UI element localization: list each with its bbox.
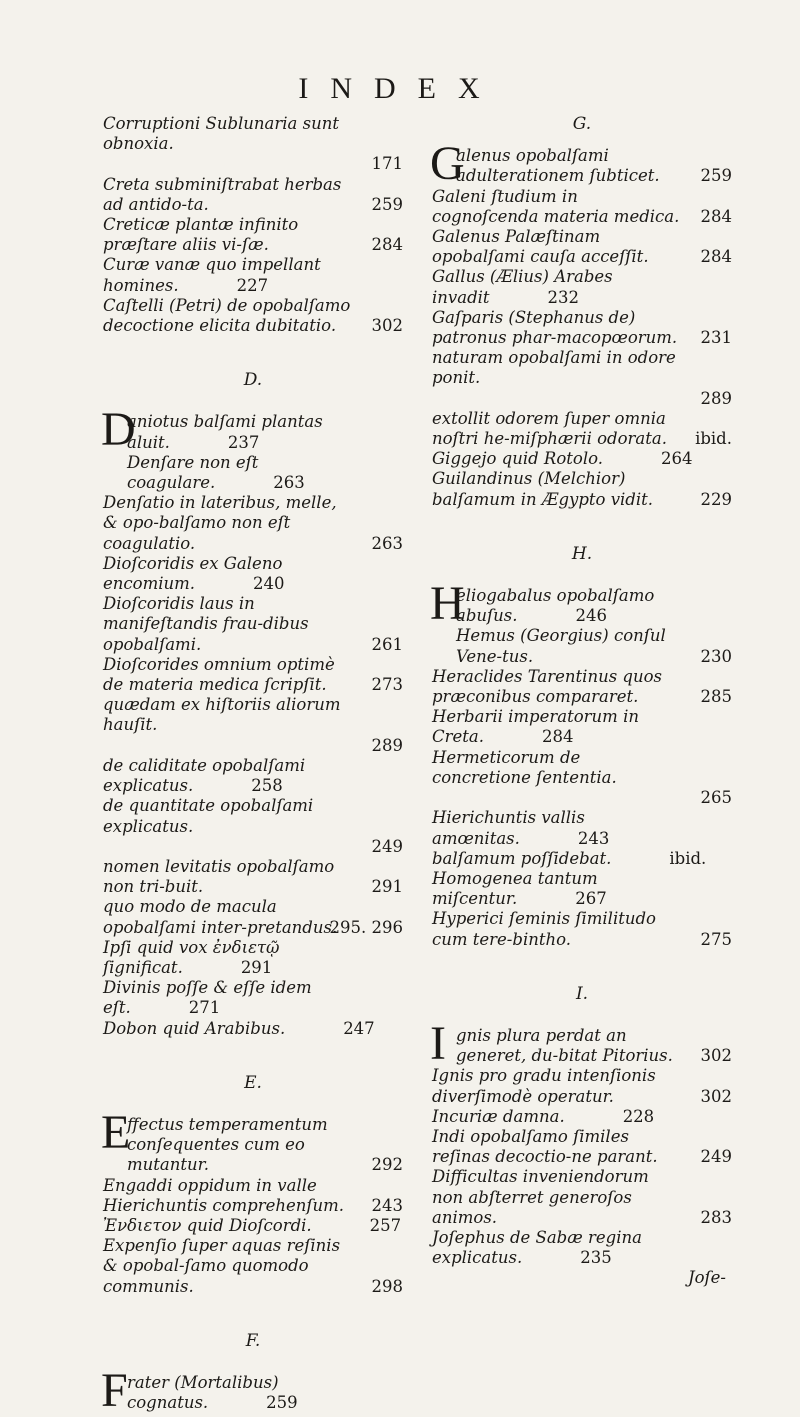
page-ref: 240 — [253, 574, 285, 594]
index-entry — [432, 667, 732, 707]
entry-text: Curæ vanæ quo impellant homines. — [103, 255, 321, 295]
section-d — [101, 403, 403, 1038]
index-entry — [103, 296, 403, 336]
page-ref: 289 — [700, 388, 732, 408]
index-entry — [103, 1216, 403, 1236]
entry-text: Hyperici ſeminis ſimilitudo cum tere-bintho. — [432, 909, 656, 949]
section-h — [430, 577, 732, 950]
page-ref: 257 — [369, 1215, 402, 1235]
index-entry — [103, 897, 403, 937]
index-entry — [432, 707, 732, 747]
entry-text: Indi opobalſamo ſimiles reſinas decoctio-ne parant. — [432, 1126, 658, 1167]
page-ref: 285 — [700, 687, 732, 707]
page-ref: 291 — [240, 957, 273, 977]
index-entry — [103, 938, 403, 978]
index-entry — [103, 175, 403, 215]
page-ref: 292 — [371, 1155, 403, 1175]
left-column — [101, 114, 403, 1417]
index-entry — [103, 453, 403, 493]
drop-cap: G — [430, 137, 465, 191]
entry-text: Gallus (Ælius) Arabes invadit — [432, 267, 613, 307]
page-ref: 259 — [371, 194, 403, 214]
page-ref: 273 — [371, 675, 403, 695]
entry-text: Dioſcoridis laus in manifeſtandis frau-dibus opobalſami. — [103, 594, 309, 654]
entry-text: Engaddi oppidum in valle Hierichuntis comprehenſum. — [103, 1175, 345, 1215]
page-ref: 243 — [371, 1195, 403, 1215]
index-entry — [432, 449, 732, 469]
entry-text: Hemus (Georgius) conſul Vene-tus. — [456, 626, 666, 666]
entry-text: de quantitate opobalſami explicatus. — [103, 796, 314, 836]
page-ref: 243 — [577, 828, 610, 848]
page-ref: 235 — [580, 1248, 612, 1268]
page-ref: 261 — [371, 634, 403, 654]
page-ref: 263 — [273, 473, 305, 493]
section-g — [430, 137, 732, 510]
page-ref: 259 — [266, 1393, 298, 1413]
index-entry — [432, 348, 732, 409]
index-entry — [432, 469, 732, 509]
entry-text: balſamum poſſidebat. — [432, 848, 612, 868]
entry-text: Dioſcorides omnium optimè de materia medica ſcripſit. — [103, 654, 335, 695]
index-entry — [101, 403, 403, 457]
page-ref: 267 — [575, 889, 607, 909]
index-entry — [103, 857, 403, 897]
section-heading-d: D. — [243, 370, 263, 391]
entry-text: quædam ex hiſtoriis aliorum hauſit. — [103, 695, 341, 735]
page-ref: 227 — [236, 275, 269, 295]
index-entry — [432, 1127, 732, 1167]
section-i — [430, 1016, 732, 1268]
drop-cap: E — [101, 1105, 131, 1159]
entry-text: nomen levitatis opobalſamo non tri-buit. — [103, 856, 335, 897]
entry-text: naturam opobalſami in odore ponit. — [432, 348, 676, 388]
drop-cap: D — [101, 403, 136, 457]
page-ref: 249 — [700, 1147, 732, 1167]
entry-text: Denſatio in lateribus, melle, & opo-balſamo non eſt coagulatio. — [103, 493, 337, 553]
page-ref: 246 — [575, 606, 607, 626]
entry-text: Hierichuntis vallis amœnitas. — [432, 808, 585, 848]
section-heading-e: E. — [244, 1072, 262, 1093]
page-ref: 283 — [700, 1207, 732, 1227]
index-entry — [430, 1016, 732, 1070]
entry-text: Guilandinus (Melchior) balſamum in Ægypto vidit. — [432, 469, 654, 509]
drop-cap: F — [101, 1363, 128, 1417]
index-entry — [103, 594, 403, 655]
entry-text: Galeni ſtudium in cognoſcenda materia medica. — [432, 186, 680, 226]
entry-text: Hermeticorum de concretione ſententia. — [432, 747, 617, 787]
entry-text: aniotus balſami plantas aluit. — [127, 412, 323, 452]
page-ref: 229 — [700, 489, 732, 509]
entry-text: Corruptioni Sublunaria sunt obnoxia. — [103, 114, 339, 154]
page-ref: 230 — [700, 646, 732, 666]
entry-text: eliogabalus opobalſamo abuſus. — [456, 586, 655, 626]
page-ref: 295. 296 — [329, 917, 403, 937]
entry-text: Giggejo quid Rotolo. — [432, 449, 604, 469]
page-header: INDEX — [298, 72, 502, 105]
right-column — [432, 114, 732, 1289]
index-entry — [103, 493, 403, 554]
entry-text: Divinis poſſe & eſſe idem eſt. — [103, 978, 312, 1018]
section-heading-g: G. — [572, 114, 592, 134]
entry-text: gnis plura perdat an generet, du-bitat Pitorius. — [456, 1025, 673, 1066]
page-ref: 258 — [251, 776, 283, 796]
index-entry — [432, 227, 732, 267]
catchword: Joſe- — [688, 1268, 726, 1288]
index-entry — [432, 409, 732, 449]
index-entry — [432, 308, 732, 348]
entry-text: Herbarii imperatorum in Creta. — [432, 707, 639, 747]
page-ref: 232 — [547, 287, 580, 307]
entry-text: Dobon quid Arabibus. — [103, 1018, 286, 1038]
page-ref: 284 — [700, 247, 732, 267]
index-entry — [101, 1363, 403, 1417]
page-ref: 265 — [700, 788, 732, 808]
index-entry — [103, 695, 403, 756]
index-entry — [103, 1176, 403, 1216]
page-ref: 284 — [542, 727, 574, 747]
index-entry — [103, 215, 403, 255]
entry-text: Homogenea tantum miſcentur. — [432, 868, 598, 909]
index-entry — [432, 1167, 732, 1228]
entry-text: Difficultas inveniendorum non abſterret generoſos animos. — [432, 1167, 649, 1227]
entry-text: Incuriæ damna. — [432, 1106, 565, 1126]
entry-text: Expenſio ſuper aquas reſinis & opobal-ſamo quomodo communis. — [103, 1236, 341, 1296]
entry-text: Gaſparis (Stephanus de) patronus phar-macopœorum. — [432, 307, 678, 348]
index-entry — [101, 1105, 403, 1176]
section-heading-i: I. — [575, 983, 589, 1004]
section-heading-f: F. — [245, 1330, 261, 1351]
index-entry — [430, 137, 732, 191]
index-entry — [103, 978, 403, 1018]
entry-text: Creta subminiſtrabat herbas ad antido-ta. — [103, 174, 342, 214]
entry-text: Heraclides Tarentinus quos præconibus compararet. — [432, 666, 663, 707]
entry-text: Denſare non eſt coagulare. — [127, 452, 259, 493]
page-ref: 247 — [343, 1018, 375, 1038]
drop-cap: H — [430, 577, 465, 631]
page-ref: 302 — [700, 1046, 732, 1066]
page-ref: 291 — [371, 877, 403, 897]
index-entry — [103, 255, 403, 295]
entry-text: Ignis pro gradu intenſionis diverſimodè operatur. — [432, 1066, 656, 1106]
index-entry — [432, 626, 732, 666]
index-entry — [103, 655, 403, 695]
entry-text: rater (Mortalibus) cognatus. — [127, 1372, 279, 1413]
index-entry — [103, 554, 403, 594]
page-ref: 302 — [700, 1086, 732, 1106]
page-ref: 284 — [371, 235, 403, 255]
page-ref: 171 — [371, 154, 403, 174]
index-entry — [432, 808, 732, 848]
entry-text: Caſtelli (Petri) de opobalſamo decoctione elicita dubitatio. — [103, 295, 351, 336]
index-entry — [103, 756, 403, 796]
page-ref: 263 — [371, 533, 403, 553]
page-ref: 231 — [700, 328, 732, 348]
page-ref: 284 — [700, 206, 732, 226]
page-ref: 271 — [188, 998, 221, 1018]
page-ref: ibid. — [695, 429, 732, 449]
section-e — [101, 1105, 403, 1297]
entry-text: alenus opobalſami adulterationem ſubticet. — [456, 146, 660, 186]
index-entry — [103, 114, 403, 175]
page-ref: 228 — [622, 1106, 655, 1126]
index-entry — [432, 1066, 732, 1106]
entry-text: Galenus Palæſtinam opobalſami cauſa acceſſit. — [432, 227, 649, 267]
entry-text: Dioſcoridis ex Galeno encomium. — [103, 553, 283, 594]
page-ref: ibid. — [669, 848, 707, 868]
section-heading-h: H. — [571, 543, 593, 564]
index-entry — [432, 1228, 732, 1268]
page-ref: 237 — [227, 432, 260, 452]
entry-text: extollit odorem ſuper omnia noſtri he-miſphærii odorata. — [432, 408, 667, 449]
index-entry — [432, 849, 732, 869]
page-ref: 302 — [371, 316, 403, 336]
entry-text: quo modo de macula opobalſami inter-pretandus. — [103, 897, 338, 937]
index-entry — [432, 1107, 732, 1127]
index-entry — [103, 796, 403, 857]
drop-cap: I — [430, 1016, 446, 1070]
index-entry — [432, 909, 732, 949]
page-ref: 298 — [371, 1276, 403, 1296]
entry-text: Joſephus de Sabæ regina explicatus. — [432, 1227, 642, 1268]
index-entry — [432, 748, 732, 809]
page-ref: 275 — [700, 929, 732, 949]
index-entry — [103, 1019, 403, 1039]
index-entry — [432, 869, 732, 909]
section-c-continuation — [103, 114, 403, 336]
page-ref: 259 — [700, 166, 732, 186]
entry-text: Ipſi quid vox ἐνδιετῷ ſignificat. — [103, 937, 280, 977]
index-entry — [103, 1236, 403, 1297]
page-ref: 249 — [371, 836, 403, 856]
page-ref: 289 — [371, 735, 403, 755]
index-entry — [432, 187, 732, 227]
entry-text: Creticæ plantæ infinito præſtare aliis vi-ſæ. — [103, 215, 299, 255]
index-entry — [430, 577, 732, 631]
entry-text: de caliditate opobalſami explicatus. — [103, 755, 306, 796]
entry-text: Ἐνδιετον quid Dioſcordi. — [103, 1215, 312, 1235]
section-f — [101, 1363, 403, 1417]
entry-text: ffectus temperamentum conſequentes cum eo mutantur. — [127, 1114, 328, 1175]
page-ref: 264 — [661, 449, 693, 469]
index-entry — [432, 267, 732, 307]
